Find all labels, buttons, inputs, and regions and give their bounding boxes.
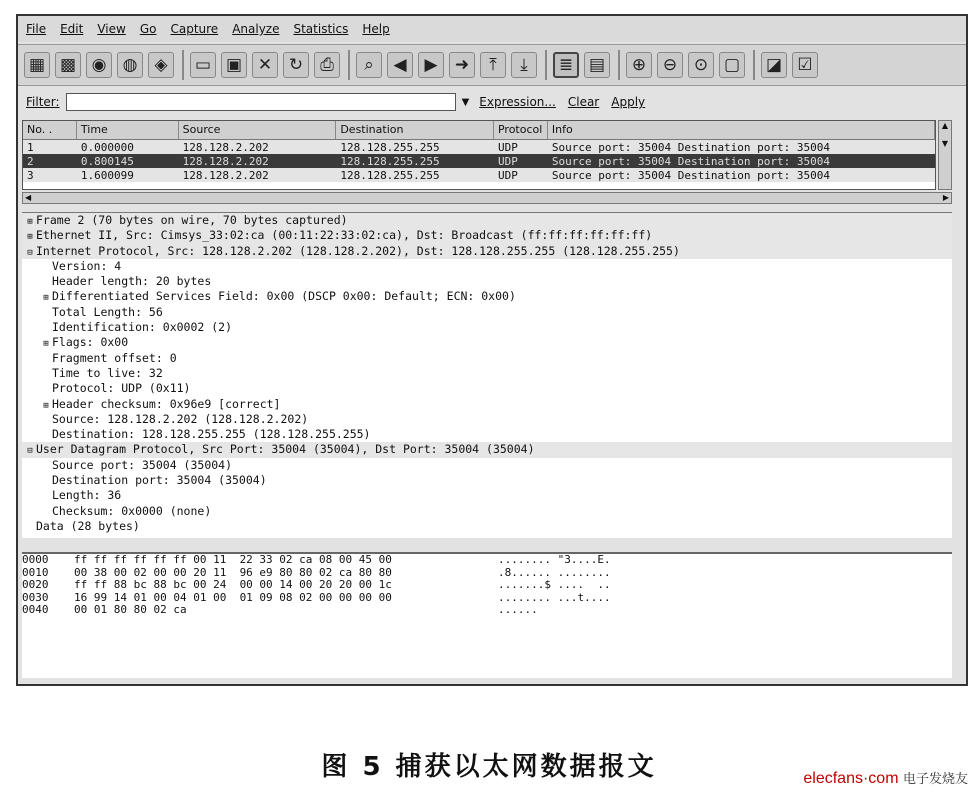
go-last-icon[interactable]: ⤓	[511, 52, 537, 78]
detail-tree-label: Source: 128.128.2.202 (128.128.2.202)	[52, 411, 309, 426]
hex-ascii: ......	[498, 603, 538, 616]
packet-list-horizontal-scrollbar[interactable]: ◀ ▶	[22, 192, 952, 204]
detail-tree-node[interactable]	[22, 488, 952, 503]
detail-tree-node[interactable]	[22, 397, 952, 412]
column-header-source[interactable]: Source	[179, 121, 337, 139]
packet-cell-dst: 128.128.255.255	[340, 140, 440, 154]
detail-tree-label: Data (28 bytes)	[36, 518, 140, 533]
collapse-icon[interactable]: ⊟	[27, 446, 33, 457]
column-header-no[interactable]: No. .	[23, 121, 77, 139]
expand-icon[interactable]: ⊞	[27, 217, 33, 227]
go-to-packet-icon[interactable]: ➜	[449, 52, 475, 78]
menu-go[interactable]: Go	[139, 22, 157, 36]
restart-capture-icon[interactable]: ◈	[148, 52, 174, 78]
detail-tree-label: Total Length: 56	[52, 304, 163, 319]
detail-tree-node[interactable]	[22, 213, 952, 228]
hex-row[interactable]	[22, 579, 952, 592]
column-header-destination[interactable]: Destination	[336, 121, 494, 139]
detail-tree-label: Header length: 20 bytes	[52, 274, 212, 289]
packet-cell-no: 2	[27, 154, 34, 168]
detail-tree-label: Destination port: 35004 (35004)	[52, 473, 267, 488]
hex-offset: 0000	[22, 553, 49, 566]
detail-tree-node[interactable]	[22, 427, 952, 442]
hex-bytes: 16 99 14 01 00 04 01 00 01 09 08 02 00 00 00 00	[74, 590, 392, 604]
hex-bytes: 00 38 00 02 00 00 20 11 96 e9 80 80 02 ca 80 80	[74, 565, 392, 579]
packet-cell-no: 3	[27, 168, 34, 182]
capture-options-icon[interactable]: ▩	[55, 52, 81, 78]
save-file-icon[interactable]: ▣	[221, 52, 247, 78]
go-back-icon[interactable]: ◀	[387, 52, 413, 78]
detail-tree-node[interactable]	[22, 351, 952, 366]
detail-tree-node[interactable]	[22, 274, 952, 289]
hex-ascii: .......$ .... ..	[498, 578, 611, 591]
packet-row[interactable]	[23, 154, 935, 168]
collapse-icon[interactable]: ⊟	[27, 247, 33, 258]
expand-icon[interactable]: ⊞	[43, 400, 49, 411]
packet-cell-info: Source port: 35004 Destination port: 35004	[551, 154, 831, 168]
hex-offset: 0040	[22, 603, 49, 616]
toolbar-separator	[545, 50, 547, 80]
filter-label: Filter:	[26, 95, 60, 109]
detail-tree-label: Destination: 128.128.255.255 (128.128.255.255)	[52, 427, 371, 442]
brand-tagline: 电子发烧友	[902, 771, 968, 786]
packet-cell-dst: 128.128.255.255	[340, 154, 440, 168]
detail-tree-node[interactable]	[22, 458, 952, 473]
packet-cell-time: 1.600099	[80, 168, 134, 182]
preferences-icon[interactable]: ☑	[792, 52, 818, 78]
detail-tree-node[interactable]	[22, 519, 952, 534]
menu-statistics[interactable]: Statistics	[293, 22, 349, 36]
menu-view[interactable]: View	[97, 22, 126, 36]
toolbar-separator	[182, 50, 184, 80]
expand-icon[interactable]: ⊞	[43, 293, 49, 304]
print-icon[interactable]: ⎙	[314, 52, 340, 78]
find-packet-icon[interactable]: ⌕	[356, 52, 382, 78]
auto-scroll-icon[interactable]: ▤	[584, 52, 610, 78]
toolbar-separator	[618, 50, 620, 80]
packet-list-vertical-scrollbar[interactable]: ▲ ▼	[938, 120, 952, 190]
brand-watermark	[803, 768, 968, 788]
detail-tree-node[interactable]	[22, 412, 952, 427]
start-capture-icon[interactable]: ◉	[86, 52, 112, 78]
expand-icon[interactable]: ⊞	[43, 339, 49, 350]
column-header-protocol[interactable]: Protocol	[494, 121, 548, 139]
chevron-down-icon[interactable]: ▼	[461, 96, 470, 108]
menu-edit[interactable]: Edit	[60, 22, 84, 36]
packet-cell-time: 0.800145	[80, 154, 134, 168]
detail-tree-node[interactable]	[22, 305, 952, 320]
detail-tree-node[interactable]	[22, 244, 952, 259]
go-forward-icon[interactable]: ▶	[418, 52, 444, 78]
packet-cell-proto: UDP	[497, 154, 518, 168]
packet-cell-proto: UDP	[497, 168, 518, 182]
detail-tree-label: Identification: 0x0002 (2)	[52, 320, 233, 335]
hex-offset: 0030	[22, 590, 49, 604]
packet-bytes-pane	[22, 552, 952, 678]
detail-tree-node[interactable]	[22, 442, 952, 457]
expression-button[interactable]: Expression...	[479, 95, 556, 109]
toolbar-separator	[753, 50, 755, 80]
detail-tree-label: Checksum: 0x0000 (none)	[52, 503, 212, 518]
hex-row[interactable]	[22, 604, 952, 617]
detail-tree-label: Version: 4	[52, 258, 122, 273]
detail-tree-node[interactable]	[22, 335, 952, 350]
open-file-icon[interactable]: ▭	[190, 52, 216, 78]
detail-tree-label: Time to live: 32	[52, 365, 163, 380]
detail-tree-label: Length: 36	[52, 488, 122, 503]
zoom-in-icon[interactable]: ⊕	[626, 52, 652, 78]
packet-row[interactable]	[23, 140, 935, 154]
colorize-icon[interactable]: ≣	[553, 52, 579, 78]
filter-toolbar	[18, 90, 966, 114]
detail-tree-node[interactable]	[22, 504, 952, 519]
apply-button[interactable]: Apply	[611, 95, 646, 109]
zoom-normal-icon[interactable]: ⊙	[688, 52, 714, 78]
zoom-out-icon[interactable]: ⊖	[657, 52, 683, 78]
hex-ascii: ........ "3....E.	[498, 553, 611, 566]
go-first-icon[interactable]: ⤒	[480, 52, 506, 78]
reload-icon[interactable]: ↻	[283, 52, 309, 78]
detail-tree-label: Internet Protocol, Src: 128.128.2.202 (128.128.2.202), Dst: 128.128.255.255 (128.128.255.255)	[36, 243, 680, 258]
packet-cell-info: Source port: 35004 Destination port: 35004	[551, 168, 831, 182]
hex-bytes: ff ff ff ff ff ff 00 11 22 33 02 ca 08 00 45 00	[74, 553, 392, 566]
filter-input[interactable]	[66, 93, 456, 111]
close-file-icon[interactable]: ✕	[252, 52, 278, 78]
packet-cell-src: 128.128.2.202	[182, 140, 269, 154]
brand-name: elecfans·com	[803, 770, 899, 787]
packet-cell-src: 128.128.2.202	[182, 154, 269, 168]
toolbar-separator	[348, 50, 350, 80]
hex-offset: 0010	[22, 565, 49, 579]
hex-bytes: ff ff 88 bc 88 bc 00 24 00 00 14 00 20 20 00 1c	[74, 578, 392, 591]
packet-cell-proto: UDP	[497, 140, 518, 154]
detail-tree-label: Source port: 35004 (35004)	[52, 457, 233, 472]
figure-caption: 图 5 捕获以太网数据报文	[321, 752, 657, 782]
hex-row[interactable]	[22, 554, 952, 567]
packet-cell-src: 128.128.2.202	[182, 168, 269, 182]
column-header-time[interactable]: Time	[77, 121, 179, 139]
detail-tree-node[interactable]	[22, 228, 952, 243]
hex-ascii: ........ ...t....	[498, 590, 611, 604]
main-toolbar	[18, 44, 966, 86]
menu-analyze[interactable]: Analyze	[232, 22, 280, 36]
packet-cell-no: 1	[27, 140, 34, 154]
detail-tree-label: Frame 2 (70 bytes on wire, 70 bytes captured)	[36, 213, 348, 227]
stop-capture-icon[interactable]: ◍	[117, 52, 143, 78]
coloring-rules-icon[interactable]: ◪	[761, 52, 787, 78]
menubar	[18, 16, 966, 42]
interface-list-icon[interactable]: ▦	[24, 52, 50, 78]
detail-tree-label: Fragment offset: 0	[52, 350, 177, 365]
detail-tree-node[interactable]	[22, 289, 952, 304]
hex-ascii: .8...... ........	[498, 565, 611, 579]
detail-tree-label: Header checksum: 0x96e9 [correct]	[52, 396, 281, 411]
detail-tree-node[interactable]	[22, 473, 952, 488]
menu-capture[interactable]: Capture	[170, 22, 219, 36]
clear-button[interactable]: Clear	[567, 95, 600, 109]
hex-offset: 0020	[22, 578, 49, 591]
detail-tree-node[interactable]	[22, 320, 952, 335]
packet-cell-time: 0.000000	[80, 140, 134, 154]
packet-cell-dst: 128.128.255.255	[340, 168, 440, 182]
detail-tree-label: User Datagram Protocol, Src Port: 35004 (35004), Dst Port: 35004 (35004)	[36, 442, 535, 457]
hex-bytes: 00 01 80 80 02 ca	[74, 603, 187, 616]
packet-row[interactable]	[23, 168, 935, 182]
packet-cell-info: Source port: 35004 Destination port: 35004	[551, 140, 831, 154]
wireshark-window	[16, 14, 968, 686]
column-header-info[interactable]: Info	[548, 121, 935, 139]
resize-columns-icon[interactable]: ▢	[719, 52, 745, 78]
packet-details-tree	[22, 212, 952, 538]
detail-tree-label: Ethernet II, Src: Cimsys_33:02:ca (00:11:22:33:02:ca), Dst: Broadcast (ff:ff:ff:ff:ff:ff)	[36, 228, 653, 243]
expand-icon[interactable]: ⊞	[27, 232, 33, 243]
detail-tree-node[interactable]	[22, 259, 952, 274]
packet-list-header	[23, 121, 935, 140]
detail-tree-label: Differentiated Services Field: 0x00 (DSCP 0x00: Default; ECN: 0x00)	[52, 289, 516, 304]
menu-help[interactable]: Help	[362, 22, 390, 36]
packet-list	[22, 120, 936, 190]
menu-file[interactable]: File	[26, 22, 47, 36]
detail-tree-label: Flags: 0x00	[52, 335, 129, 350]
detail-tree-node[interactable]	[22, 381, 952, 396]
detail-tree-label: Protocol: UDP (0x11)	[52, 381, 191, 396]
detail-tree-node[interactable]	[22, 366, 952, 381]
